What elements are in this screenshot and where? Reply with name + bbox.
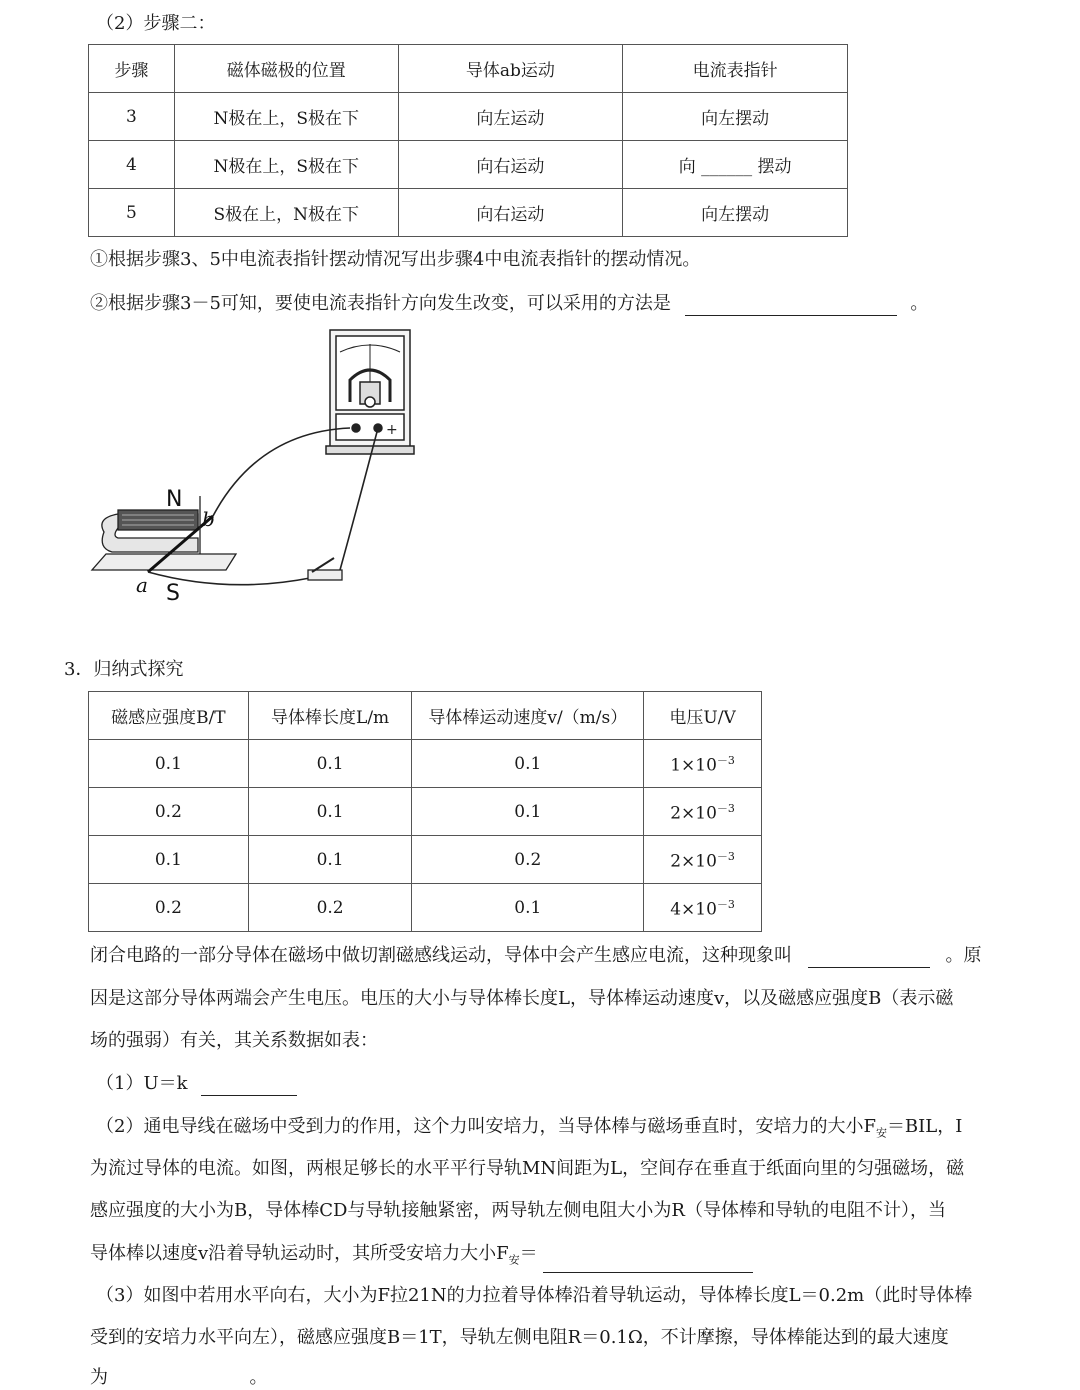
subscript: 安	[508, 1253, 520, 1267]
table-row	[89, 189, 848, 237]
table-row	[89, 884, 762, 932]
table-cell: 向左运动	[398, 93, 623, 141]
question-3-2	[96, 1115, 962, 1146]
question-text: 为	[90, 1367, 108, 1388]
table-cell: 0.2	[89, 884, 249, 932]
section-3-heading: 3．归纳式探究	[64, 659, 184, 680]
n-pole-label: N	[166, 487, 183, 512]
table-cell: 向右运动	[398, 141, 623, 189]
paragraph-text: 闭合电路的一部分导体在磁场中做切割磁感线运动，导体中会产生感应电流，这种现象叫	[90, 945, 792, 966]
answer-blank[interactable]	[685, 297, 897, 316]
table-header-row	[89, 45, 848, 93]
table-cell: 0.2	[89, 788, 249, 836]
header-cell: 电压U/V	[644, 692, 762, 740]
voltage-base: 1×10	[670, 755, 717, 776]
table-cell: 3	[89, 93, 175, 141]
answer-blank-cell[interactable]: 向 ______ 摆动	[623, 141, 848, 189]
answer-blank[interactable]	[543, 1254, 753, 1273]
table-cell: 向左摆动	[623, 93, 848, 141]
table-cell	[644, 836, 762, 884]
table-cell: 0.1	[248, 788, 412, 836]
header-cell: 导体ab运动	[398, 45, 623, 93]
answer-blank[interactable]	[114, 1371, 244, 1390]
question-text: （2）通电导线在磁场中受到力的作用，这个力叫安培力，当导体棒与磁场垂直时，安培力的大小F	[96, 1116, 876, 1137]
paragraph-line: 感应强度的大小为B，导体棒CD与导轨接触紧密，两导轨左侧电阻大小为R（导体棒和导轨的电阻不计），当	[90, 1200, 946, 1221]
s-pole-label: S	[166, 581, 180, 606]
header-cell: 导体棒运动速度v/（m/s）	[412, 692, 644, 740]
table-cell: 0.1	[248, 836, 412, 884]
paragraph-line: 场的强弱）有关，其关系数据如表：	[90, 1030, 378, 1051]
question-2-text: ②根据步骤3－5可知，要使电流表指针方向发生改变，可以采用的方法是	[90, 293, 671, 314]
header-cell: 导体棒长度L/m	[248, 692, 412, 740]
table-cell: N极在上，S极在下	[174, 141, 398, 189]
table-row	[89, 740, 762, 788]
voltage-exp: －3	[716, 849, 735, 863]
table-cell	[644, 884, 762, 932]
paragraph-line: 为流过导体的电流。如图，两根足够长的水平平行导轨MN间距为L，空间存在垂直于纸面向里的匀强磁场，磁	[90, 1158, 965, 1179]
table-cell: 5	[89, 189, 175, 237]
header-cell: 磁体磁极的位置	[174, 45, 398, 93]
answer-blank[interactable]	[201, 1077, 297, 1096]
paragraph-line	[90, 1242, 753, 1273]
table-cell: 0.1	[412, 740, 644, 788]
subscript: 安	[875, 1126, 887, 1140]
question-text: 。	[249, 1367, 268, 1388]
experiment-figure	[88, 322, 420, 610]
table-row	[89, 836, 762, 884]
paragraph-text: 。原	[945, 945, 982, 966]
question-text: ＝BIL，I	[886, 1116, 963, 1137]
data-table	[88, 691, 762, 932]
voltage-exp: －3	[716, 753, 735, 767]
table-cell: 0.1	[89, 740, 249, 788]
table-row	[89, 788, 762, 836]
question-2-end: 。	[910, 293, 929, 314]
table-row	[89, 141, 848, 189]
paragraph-line: 受到的安培力水平向左），磁感应强度B＝1T，导轨左侧电阻R＝0.1Ω，不计摩擦，导体棒能达到的最大速度	[90, 1327, 949, 1348]
table-cell: 0.1	[248, 740, 412, 788]
table-cell: 0.1	[412, 788, 644, 836]
paragraph-line	[90, 1366, 267, 1390]
step-table	[88, 44, 848, 237]
header-cell: 电流表指针	[623, 45, 848, 93]
question-2	[90, 292, 928, 316]
table-row	[89, 93, 848, 141]
plus-label: +	[386, 422, 398, 438]
u-magnet	[102, 510, 198, 552]
point-b-label: b	[202, 507, 215, 531]
question-1: ①根据步骤3、5中电流表指针摆动情况写出步骤4中电流表指针的摆动情况。	[90, 249, 701, 270]
step2-heading: （2）步骤二：	[96, 13, 216, 34]
question-text: ＝	[519, 1243, 538, 1264]
voltage-base: 4×10	[670, 899, 717, 920]
question-text: 导体棒以速度v沿着导轨运动时，其所受安培力大小F	[90, 1243, 509, 1264]
table-cell: N极在上，S极在下	[174, 93, 398, 141]
voltage-base: 2×10	[670, 851, 717, 872]
point-a-label: a	[136, 573, 148, 597]
voltage-base: 2×10	[670, 803, 717, 824]
table-cell: 0.1	[89, 836, 249, 884]
table-header-row	[89, 692, 762, 740]
table-cell: S极在上，N极在下	[174, 189, 398, 237]
table-cell: 0.2	[248, 884, 412, 932]
table-cell: 0.1	[412, 884, 644, 932]
table-cell: 向左摆动	[623, 189, 848, 237]
header-cell: 步骤	[89, 45, 175, 93]
table-cell	[644, 740, 762, 788]
answer-blank[interactable]	[808, 949, 930, 968]
galvanometer	[326, 330, 414, 454]
question-3-3: （3）如图中若用水平向右，大小为F拉21N的力拉着导体棒沿着导轨运动，导体棒长度L＝0.2m（此时导体棒	[96, 1285, 973, 1306]
table-cell	[644, 788, 762, 836]
question-3-1	[96, 1072, 297, 1096]
paragraph-line	[90, 944, 981, 968]
paragraph-line: 因是这部分导体两端会产生电压。电压的大小与导体棒长度L，导体棒运动速度v，以及磁感应强度B（表示磁	[90, 988, 954, 1009]
voltage-exp: －3	[716, 897, 735, 911]
voltage-exp: －3	[716, 801, 735, 815]
switch	[308, 558, 342, 580]
table-cell: 4	[89, 141, 175, 189]
table-cell: 向右运动	[398, 189, 623, 237]
header-cell: 磁感应强度B/T	[89, 692, 249, 740]
question-text: （1）U＝k	[96, 1073, 188, 1094]
table-cell: 0.2	[412, 836, 644, 884]
